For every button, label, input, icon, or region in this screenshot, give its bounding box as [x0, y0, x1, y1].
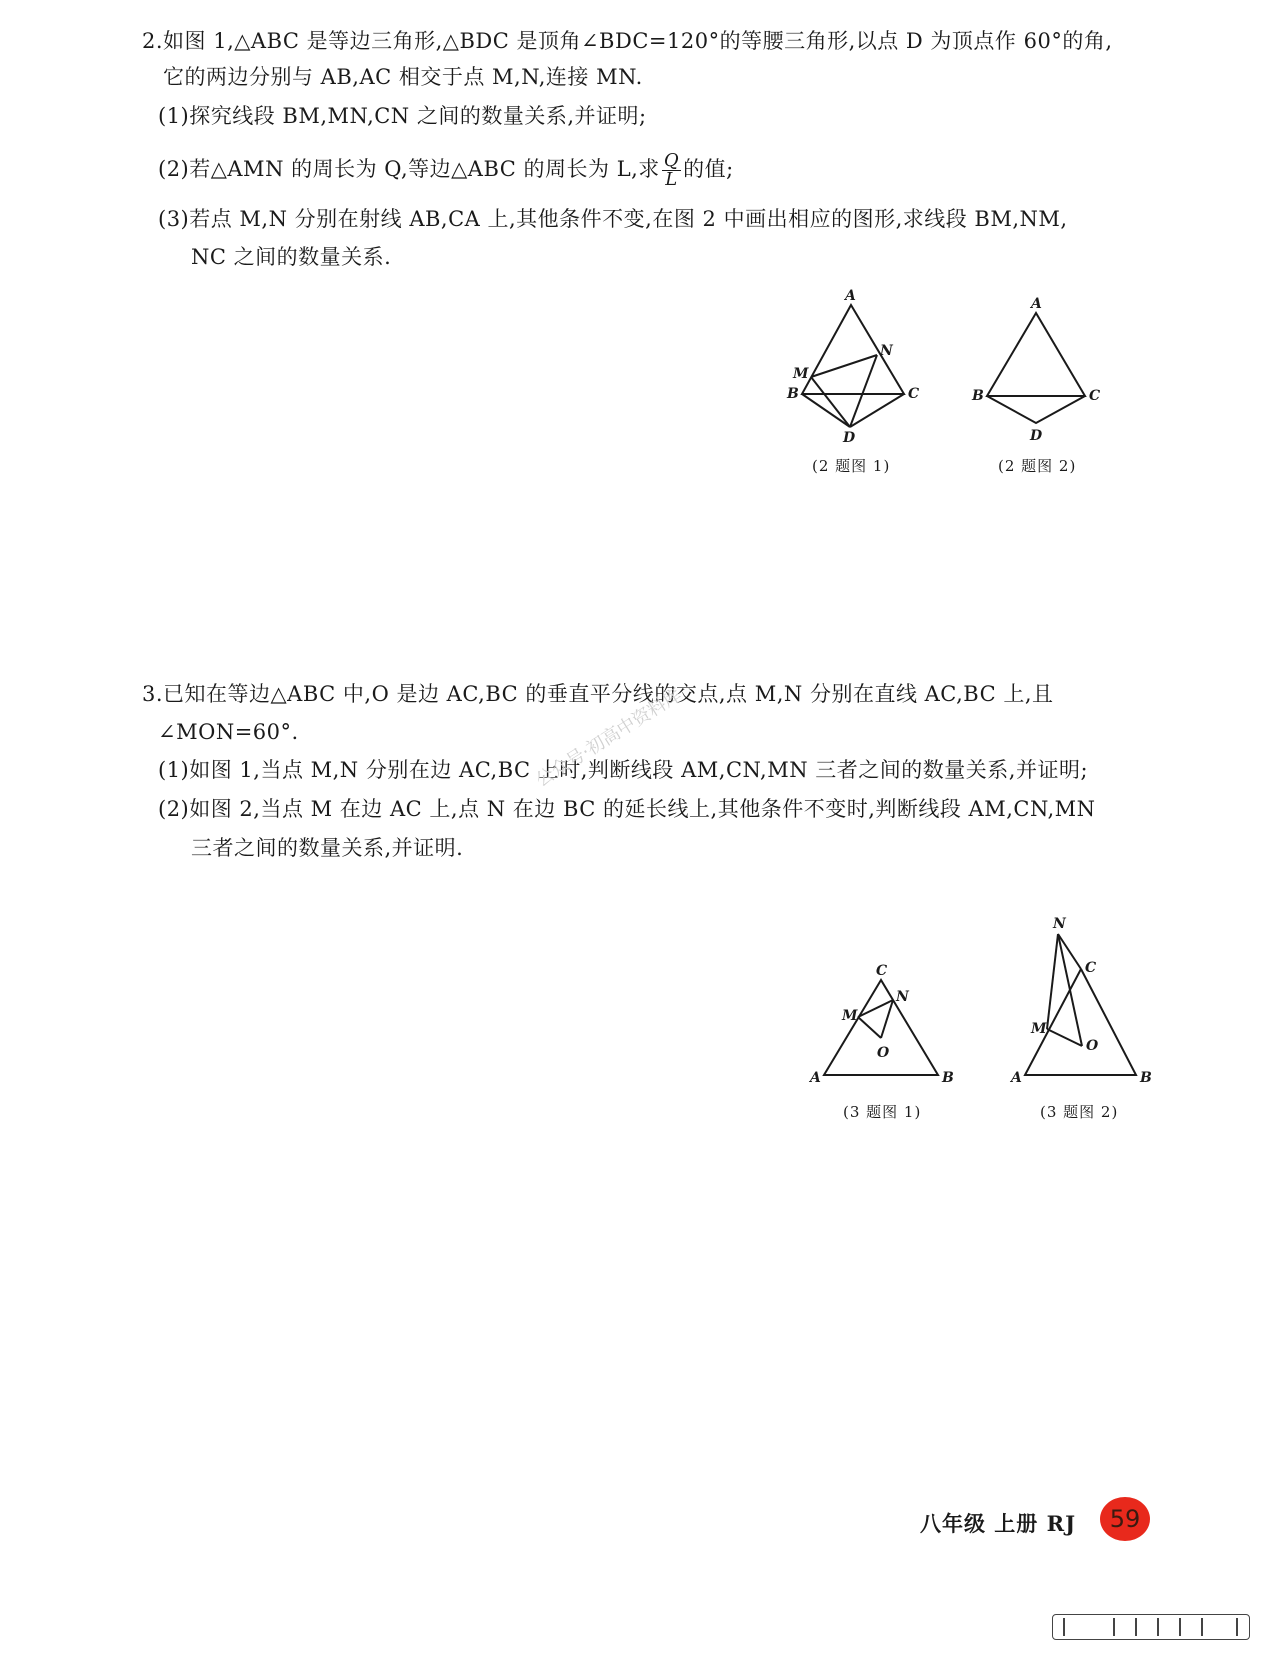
fraction-denominator: L	[665, 169, 678, 190]
label-b: B	[1140, 1070, 1152, 1086]
label-a: A	[1011, 1070, 1022, 1086]
label-o: O	[877, 1045, 890, 1061]
label-d: D	[843, 430, 856, 446]
problem2-question3-line1: (3)若点 M,N 分别在射线 AB,CA 上,其他条件不变,在图 2 中画出相应的图形,求线段 BM,NM,	[158, 207, 1068, 231]
problem3-question2-line1: (2)如图 2,当点 M 在边 AC 上,点 N 在边 BC 的延长线上,其他条件不变时,判断线段 AM,CN,MN	[158, 797, 1096, 821]
problem3-line2: ∠MON=60°.	[158, 720, 299, 744]
grade-label: 八年级 上册 RJ	[920, 1511, 1077, 1536]
fraction-numerator: Q	[663, 150, 680, 171]
label-b: B	[787, 386, 799, 402]
label-m: M	[1031, 1021, 1047, 1037]
problem2-line1: 2.如图 1,△ABC 是等边三角形,△BDC 是顶角∠BDC=120°的等腰三角形,以点 D 为顶点作 60°的角,	[142, 29, 1113, 53]
page-scroll-handle[interactable]	[1052, 1614, 1250, 1640]
page-number-badge: 59	[1100, 1497, 1150, 1541]
problem2-question2-tail: 的值;	[683, 157, 734, 181]
label-c: C	[1089, 388, 1101, 404]
label-a: A	[1031, 296, 1042, 312]
problem2-question1: (1)探究线段 BM,MN,CN 之间的数量关系,并证明;	[158, 104, 647, 128]
watermark-text: 公众号·初高中资料库	[532, 684, 686, 792]
label-n: N	[880, 343, 893, 359]
problem2-figure1-caption: (2 题图 1)	[812, 457, 891, 475]
problem3-question2-line2: 三者之间的数量关系,并证明.	[191, 836, 464, 860]
label-m: M	[842, 1008, 858, 1024]
label-n: N	[1053, 916, 1066, 932]
label-a: A	[845, 288, 856, 304]
problem2-line2: 它的两边分别与 AB,AC 相交于点 M,N,连接 MN.	[163, 65, 643, 89]
label-b: B	[972, 388, 984, 404]
label-c: C	[1085, 960, 1097, 976]
problem3-figure1-caption: (3 题图 1)	[843, 1103, 922, 1121]
label-d: D	[1030, 428, 1043, 444]
problem2-question3-line2: NC 之间的数量关系.	[191, 245, 392, 269]
label-o: O	[1086, 1038, 1099, 1054]
problem3-line1: 3.已知在等边△ABC 中,O 是边 AC,BC 的垂直平分线的交点,点 M,N 分别在直线 AC,BC 上,且	[142, 682, 1054, 706]
problem3-question1: (1)如图 1,当点 M,N 分别在边 AC,BC 上时,判断线段 AM,CN,MN 三者之间的数量关系,并证明;	[158, 758, 1089, 782]
problem2-figure2-caption: (2 题图 2)	[998, 457, 1077, 475]
label-c: C	[908, 386, 920, 402]
label-m: M	[793, 366, 809, 382]
problem3-figure2-caption: (3 题图 2)	[1040, 1103, 1119, 1121]
label-c: C	[876, 963, 888, 979]
segment-mo	[1047, 1029, 1082, 1046]
label-a: A	[810, 1070, 821, 1086]
label-b: B	[942, 1070, 954, 1086]
label-n: N	[896, 989, 909, 1005]
problem2-question2-text: (2)若△AMN 的周长为 Q,等边△ABC 的周长为 L,求	[158, 157, 660, 181]
